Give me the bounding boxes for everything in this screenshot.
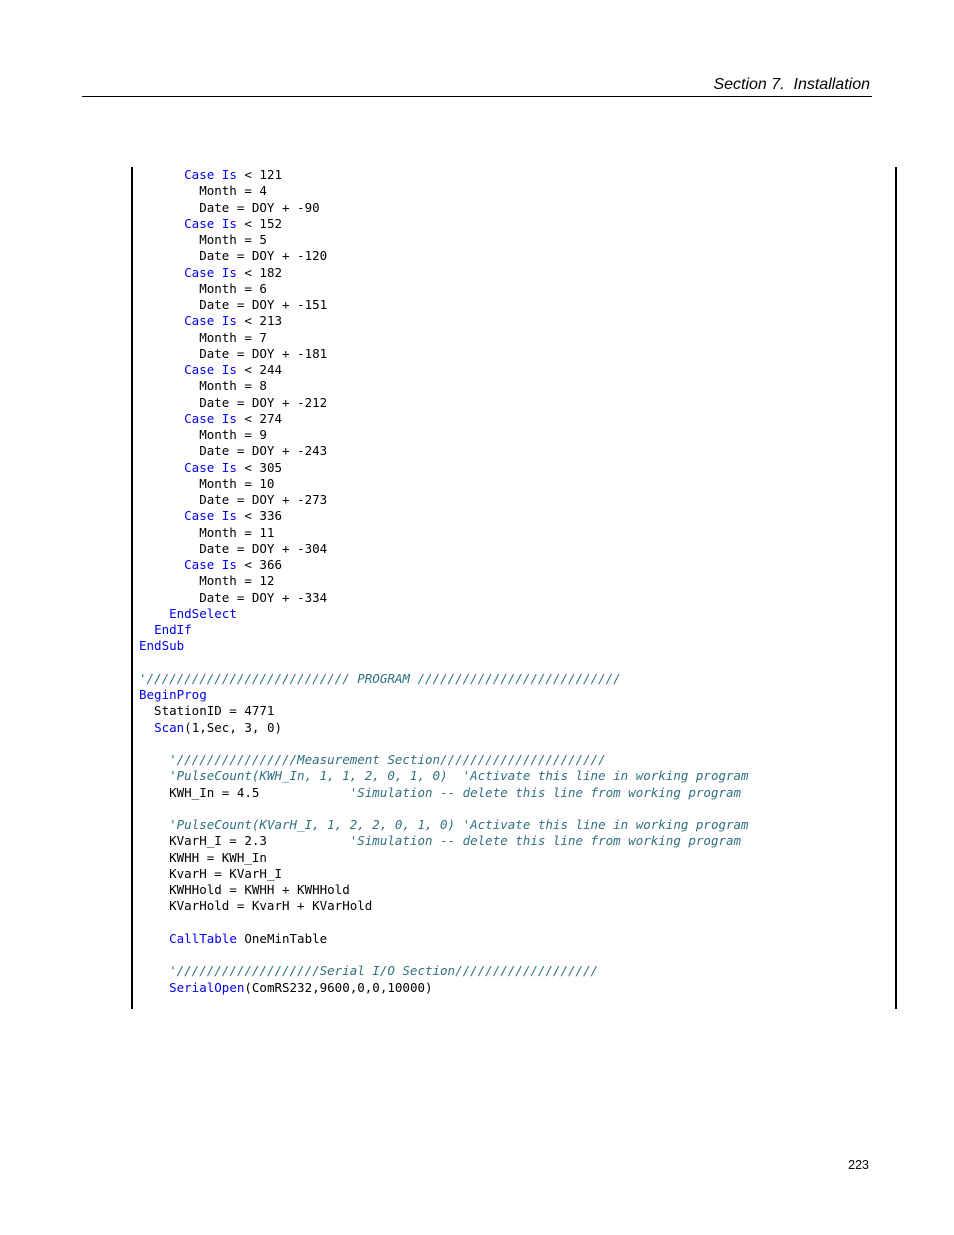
code-text: Month = 9 <box>139 427 267 442</box>
code-text <box>139 265 184 280</box>
code-text <box>139 216 184 231</box>
code-keyword: Case <box>184 459 215 475</box>
code-line <box>139 313 895 329</box>
code-text <box>139 606 169 621</box>
code-line <box>139 281 895 297</box>
code-text <box>139 622 154 637</box>
code-line <box>139 395 895 411</box>
code-keyword: Case <box>184 167 215 182</box>
code-text: KVarHold = KvarH + KVarHold <box>139 898 373 914</box>
section-header-title: Section 7. Installation <box>713 76 870 93</box>
code-text: < 366 <box>236 557 283 572</box>
code-line <box>139 265 895 281</box>
code-line <box>139 573 895 589</box>
code-keyword: Case <box>184 557 215 572</box>
code-text <box>139 460 184 475</box>
code-text <box>214 216 222 231</box>
code-line <box>139 476 895 492</box>
code-line <box>139 248 895 264</box>
code-text <box>139 362 184 377</box>
code-text <box>214 411 222 426</box>
code-text <box>214 508 222 523</box>
code-text <box>139 931 169 946</box>
code-line <box>139 931 895 947</box>
code-text: KvarH = KVarH_I <box>139 865 282 881</box>
code-line <box>139 590 895 606</box>
code-line <box>139 866 895 882</box>
code-text <box>139 167 184 182</box>
code-line <box>139 801 895 817</box>
code-keyword: EndSelect <box>169 605 237 621</box>
code-line <box>139 947 895 963</box>
code-line <box>139 817 895 833</box>
page-number: 223 <box>848 1158 869 1172</box>
code-line <box>139 330 895 346</box>
code-text: < 213 <box>236 313 283 329</box>
code-text: OneMinTable <box>236 930 328 946</box>
code-text <box>139 411 184 426</box>
code-line <box>139 882 895 898</box>
code-line <box>139 915 895 931</box>
code-text <box>139 963 169 978</box>
code-text: Date = DOY + -273 <box>139 492 328 507</box>
code-line <box>139 963 895 979</box>
code-text: Date = DOY + -151 <box>139 297 328 312</box>
code-line <box>139 833 895 849</box>
code-line <box>139 785 895 801</box>
code-line <box>139 768 895 784</box>
code-text: StationID = 4771 <box>139 703 275 719</box>
code-text <box>139 720 154 735</box>
code-text <box>214 167 222 182</box>
code-line <box>139 671 895 687</box>
code-text: Date = DOY + -212 <box>139 394 328 410</box>
code-line <box>139 362 895 378</box>
code-line <box>139 378 895 394</box>
code-text: (1,Sec, 3, 0) <box>184 719 283 735</box>
code-keyword: Is <box>221 508 237 524</box>
code-line <box>139 492 895 508</box>
code-text: < 152 <box>236 215 283 231</box>
code-text: KWHH = KWH_In <box>139 849 267 865</box>
code-line <box>139 232 895 248</box>
header-divider <box>82 96 872 97</box>
code-text <box>139 980 169 995</box>
code-line <box>139 655 895 671</box>
code-keyword: Case <box>184 410 215 426</box>
code-text: Month = 11 <box>139 524 275 540</box>
code-keyword: BeginProg <box>139 687 207 702</box>
code-line <box>139 606 895 622</box>
code-keyword: Is <box>221 313 237 329</box>
code-line <box>139 411 895 427</box>
code-line <box>139 460 895 476</box>
code-text <box>139 768 169 783</box>
code-line <box>139 752 895 768</box>
code-keyword: Is <box>221 459 237 475</box>
code-text: Date = DOY + -243 <box>139 443 328 459</box>
code-text <box>139 313 184 328</box>
code-line <box>139 427 895 443</box>
code-text: < 182 <box>236 264 283 280</box>
code-keyword: Is <box>221 557 237 572</box>
code-line <box>139 557 895 573</box>
code-text: KVarH_I = 2.3 <box>139 833 350 849</box>
code-text: Month = 7 <box>139 329 267 345</box>
code-keyword: Is <box>221 410 237 426</box>
code-line <box>139 216 895 232</box>
code-listing <box>139 167 895 996</box>
code-keyword: Case <box>184 264 215 280</box>
code-text <box>139 817 169 832</box>
code-line <box>139 443 895 459</box>
code-line <box>139 541 895 557</box>
code-keyword: Case <box>184 508 215 524</box>
code-line <box>139 687 895 703</box>
code-text: < 274 <box>236 410 283 426</box>
code-text: Date = DOY + -181 <box>139 345 328 361</box>
code-line <box>139 200 895 216</box>
code-line <box>139 898 895 914</box>
code-text: Month = 6 <box>139 280 267 296</box>
code-text <box>214 460 222 475</box>
code-keyword: Case <box>184 215 215 231</box>
code-comment: 'PulseCount(KWH_In, 1, 1, 2, 0, 1, 0) 'Activate this line in working program <box>169 768 749 784</box>
code-keyword: Is <box>221 264 237 280</box>
code-line <box>139 525 895 541</box>
code-line <box>139 508 895 524</box>
code-text <box>214 265 222 280</box>
code-text: < 336 <box>236 508 283 524</box>
code-text <box>139 752 169 767</box>
code-comment: '///////////////////Serial I/O Section/////////////////// <box>169 963 599 979</box>
code-keyword: CallTable <box>169 930 237 946</box>
code-text <box>214 362 222 377</box>
code-text: Date = DOY + -304 <box>139 540 328 556</box>
code-comment: 'Simulation -- delete this line from working program <box>349 833 742 849</box>
code-line <box>139 850 895 866</box>
code-text: Month = 5 <box>139 232 267 247</box>
code-line <box>139 703 895 719</box>
code-text: < 244 <box>236 362 283 377</box>
code-comment: 'PulseCount(KVarH_I, 1, 2, 2, 0, 1, 0) 'Activate this line in working program <box>169 817 749 832</box>
code-text: Month = 8 <box>139 378 267 394</box>
code-text <box>139 557 184 572</box>
code-line <box>139 167 895 183</box>
code-comment: '/////////////////////////// PROGRAM /////////////////////////// <box>139 670 621 686</box>
code-text: Month = 12 <box>139 573 275 589</box>
code-text: Date = DOY + -120 <box>139 248 328 264</box>
code-line <box>139 736 895 752</box>
code-text: < 305 <box>236 459 283 475</box>
code-text: (ComRS232,9600,0,0,10000) <box>244 979 433 995</box>
code-text: Date = DOY + -334 <box>139 589 328 605</box>
code-keyword: Is <box>221 362 237 377</box>
code-text: Month = 10 <box>139 475 275 491</box>
code-line <box>139 346 895 362</box>
code-keyword: Is <box>221 167 237 182</box>
code-text: Date = DOY + -90 <box>139 199 320 215</box>
code-line <box>139 297 895 313</box>
code-text: KWHHold = KWHH + KWHHold <box>139 882 350 897</box>
code-text <box>139 508 184 523</box>
code-keyword: Case <box>184 313 215 329</box>
code-keyword: Case <box>184 362 215 377</box>
code-text <box>214 557 222 572</box>
code-keyword: Is <box>221 215 237 231</box>
code-keyword: Scan <box>154 719 185 735</box>
code-comment: '////////////////Measurement Section////////////////////// <box>169 752 606 767</box>
code-listing-box <box>131 167 897 1009</box>
code-keyword: SerialOpen <box>169 979 245 995</box>
code-keyword: EndSub <box>139 638 185 654</box>
code-line <box>139 622 895 638</box>
code-line <box>139 183 895 199</box>
code-line <box>139 720 895 736</box>
code-text: KWH_In = 4.5 <box>139 784 350 800</box>
code-line <box>139 638 895 654</box>
code-text: < 121 <box>236 167 283 182</box>
code-text: Month = 4 <box>139 183 267 199</box>
code-line <box>139 980 895 996</box>
code-keyword: EndIf <box>154 622 192 637</box>
code-comment: 'Simulation -- delete this line from working program <box>349 784 742 800</box>
code-text <box>214 313 222 328</box>
